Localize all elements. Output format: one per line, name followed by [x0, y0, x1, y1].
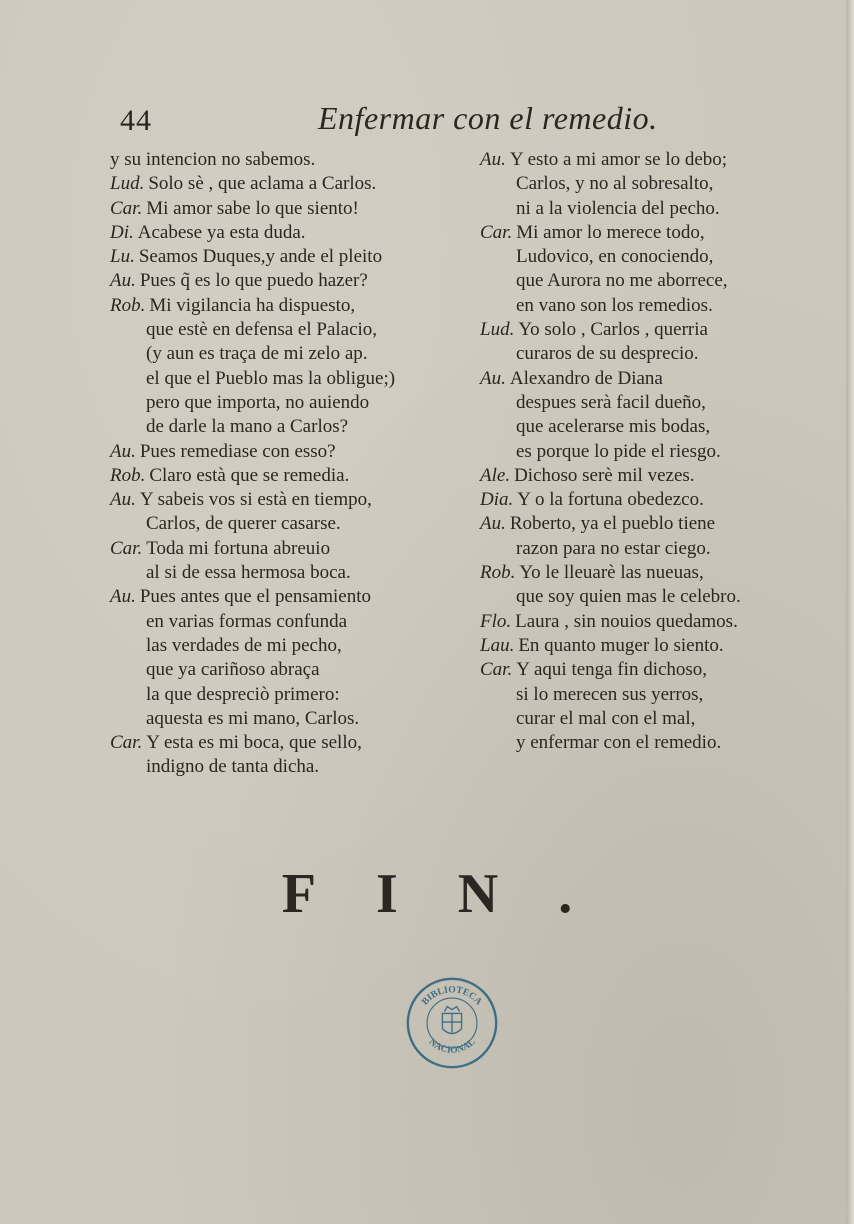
- verse-line: [110, 512, 470, 536]
- verse-text: en vano son los remedios.: [516, 294, 713, 316]
- verse-text: Solo sè , que aclama a Carlos.: [148, 173, 377, 195]
- verse-line: [110, 707, 470, 731]
- speaker-label: Ale.: [480, 464, 511, 486]
- verse-text: y enfermar con el remedio.: [516, 732, 722, 754]
- verse-line: [110, 561, 470, 585]
- verse-line: [110, 585, 470, 609]
- verse-text: Pues q̃ es lo que puedo hazer?: [139, 270, 368, 292]
- verse-line: [480, 148, 830, 172]
- verse-text: pero que importa, no auiendo: [146, 391, 370, 413]
- verse-line: [480, 561, 830, 585]
- verse-text: Yo le lleuarè las nueuas,: [519, 562, 704, 584]
- verse-line: [480, 731, 830, 755]
- page-number: 44: [120, 104, 152, 137]
- speaker-label: Di.: [110, 221, 134, 243]
- speaker-label: Au.: [480, 149, 506, 170]
- verse-line: [480, 610, 830, 634]
- speaker-label: Car.: [110, 732, 143, 754]
- verse-text: Ludovico, en conociendo,: [516, 246, 714, 268]
- verse-line: [110, 367, 470, 391]
- verse-line: [480, 367, 830, 391]
- verse-text: Carlos, y no al sobresalto,: [516, 173, 714, 195]
- verse-line: [110, 610, 470, 634]
- verse-line: [480, 707, 830, 731]
- verse-line: [480, 537, 830, 561]
- verse-text: Claro està que se remedia.: [149, 464, 350, 486]
- verse-line: [480, 391, 830, 415]
- verse-text: Y esto a mi amor se lo debo;: [509, 149, 728, 170]
- verse-text: Alexandro de Diana: [509, 367, 663, 389]
- verse-text: despues serà facil dueño,: [516, 391, 706, 413]
- verse-text: que soy quien mas le celebro.: [516, 586, 741, 608]
- left-text-column: [110, 148, 470, 780]
- speaker-label: Car.: [480, 659, 513, 681]
- fin-heading: FIN.: [281, 863, 633, 925]
- verse-line: [480, 221, 830, 245]
- verse-text: de darle la mano a Carlos?: [146, 416, 349, 438]
- speaker-label: Au.: [480, 367, 506, 389]
- verse-line: [480, 683, 830, 707]
- speaker-label: Dia.: [480, 489, 514, 511]
- verse-text: Pues antes que el pensamiento: [139, 586, 371, 608]
- verse-line: [480, 342, 830, 366]
- verse-line: [110, 755, 470, 779]
- verse-line: [110, 683, 470, 707]
- speaker-label: Rob.: [110, 464, 146, 486]
- verse-text: al si de essa hermosa boca.: [146, 562, 351, 584]
- verse-text: curar el mal con el mal,: [516, 707, 696, 729]
- verse-text: las verdades de mi pecho,: [146, 634, 342, 656]
- speaker-label: Au.: [110, 270, 136, 292]
- verse-text: que estè en defensa el Palacio,: [146, 319, 378, 341]
- speaker-label: Au.: [110, 489, 136, 511]
- verse-line: [110, 245, 470, 269]
- right-text-column: [480, 148, 830, 755]
- verse-line: [110, 391, 470, 415]
- verse-line: [110, 440, 470, 464]
- verse-line: [110, 634, 470, 658]
- verse-line: [110, 148, 470, 172]
- verse-text: (y aun es traça de mi zelo ap.: [146, 343, 368, 365]
- verse-line: [480, 245, 830, 269]
- speaker-label: Lu.: [110, 246, 135, 268]
- verse-text: En quanto muger lo siento.: [518, 634, 724, 656]
- verse-text: razon para no estar ciego.: [516, 537, 711, 559]
- verse-line: [480, 440, 830, 464]
- verse-line: [110, 172, 470, 196]
- verse-text: Mi amor lo merece todo,: [516, 221, 705, 243]
- verse-line: [480, 512, 830, 536]
- svg-text:BIBLIOTECA: [420, 984, 485, 1007]
- svg-text:NACIONAL: [427, 1037, 478, 1056]
- verse-line: [110, 658, 470, 682]
- verse-line: [480, 658, 830, 682]
- verse-text: Laura , sin nouios quedamos.: [515, 610, 738, 632]
- page-edge: [846, 0, 854, 1224]
- verse-line: [480, 269, 830, 293]
- verse-text: Mi vigilancia ha dispuesto,: [149, 294, 356, 316]
- verse-text: Dichoso serè mil vezes.: [514, 464, 695, 486]
- coat-of-arms-icon: [442, 1007, 461, 1034]
- verse-text: Carlos, de querer casarse.: [146, 513, 341, 535]
- verse-line: [480, 318, 830, 342]
- verse-line: [110, 269, 470, 293]
- verse-line: [110, 731, 470, 755]
- verse-line: [110, 197, 470, 221]
- verse-line: [480, 294, 830, 318]
- verse-text: es porque lo pide el riesgo.: [516, 440, 721, 462]
- verse-line: [110, 488, 470, 512]
- verse-text: aquesta es mi mano, Carlos.: [146, 707, 360, 729]
- verse-text: Y aqui tenga fin dichoso,: [516, 659, 708, 681]
- verse-text: Pues remediase con esso?: [139, 440, 336, 462]
- speaker-label: Rob.: [110, 294, 146, 316]
- verse-text: Toda mi fortuna abreuio: [146, 537, 331, 559]
- verse-text: Yo solo , Carlos , querria: [518, 319, 708, 341]
- verse-line: [480, 172, 830, 196]
- verse-line: [480, 585, 830, 609]
- verse-line: [110, 537, 470, 561]
- verse-line: [480, 488, 830, 512]
- verse-text: Acabese ya esta duda.: [137, 221, 306, 243]
- stamp-text-top: BIBLIOTECA: [419, 984, 485, 1008]
- speaker-label: Lud.: [480, 319, 515, 341]
- verse-text: indigno de tanta dicha.: [146, 756, 320, 778]
- speaker-label: Car.: [110, 197, 143, 219]
- speaker-label: Car.: [480, 221, 513, 243]
- verse-line: [110, 221, 470, 245]
- speaker-label: Au.: [110, 440, 136, 462]
- speaker-label: Flo.: [480, 610, 512, 632]
- verse-text: Roberto, ya el pueblo tiene: [509, 513, 716, 535]
- stamp-text-bottom: NACIONAL: [426, 1036, 478, 1056]
- verse-line: [110, 294, 470, 318]
- verse-text: Y o la fortuna obedezco.: [517, 489, 704, 511]
- speaker-label: Lud.: [110, 173, 145, 195]
- verse-line: [110, 415, 470, 439]
- verse-text: Seamos Duques,y ande el pleito: [138, 246, 383, 268]
- verse-line: [480, 197, 830, 221]
- verse-line: [480, 415, 830, 439]
- speaker-label: Au.: [480, 513, 506, 535]
- verse-text: Y esta es mi boca, que sello,: [146, 732, 362, 754]
- verse-line: [480, 634, 830, 658]
- verse-line: [110, 318, 470, 342]
- verse-text: que Aurora no me aborrece,: [516, 270, 728, 292]
- verse-text: el que el Pueblo mas la obligue;): [146, 367, 396, 389]
- running-title: Enfermar con el remedio.: [318, 100, 658, 136]
- speaker-label: Lau.: [480, 634, 515, 656]
- verse-line: [110, 342, 470, 366]
- verse-text: en varias formas confunda: [146, 610, 348, 632]
- verse-text: la que despreciò primero:: [146, 683, 340, 705]
- library-stamp: [404, 975, 500, 1071]
- verse-text: ni a la violencia del pecho.: [516, 197, 720, 219]
- verse-text: curaros de su desprecio.: [516, 343, 699, 365]
- verse-text: Mi amor sabe lo que siento!: [146, 197, 359, 219]
- speaker-label: Car.: [110, 537, 143, 559]
- verse-text: y su intencion no sabemos.: [110, 149, 316, 170]
- speaker-label: Au.: [110, 586, 136, 608]
- verse-text: Y sabeis vos si està en tiempo,: [139, 489, 372, 511]
- verse-line: [480, 464, 830, 488]
- verse-text: si lo merecen sus yerros,: [516, 683, 704, 705]
- verse-line: [110, 464, 470, 488]
- verse-text: que acelerarse mis bodas,: [516, 416, 711, 438]
- verse-text: que ya cariñoso abraça: [146, 659, 320, 681]
- speaker-label: Rob.: [480, 562, 516, 584]
